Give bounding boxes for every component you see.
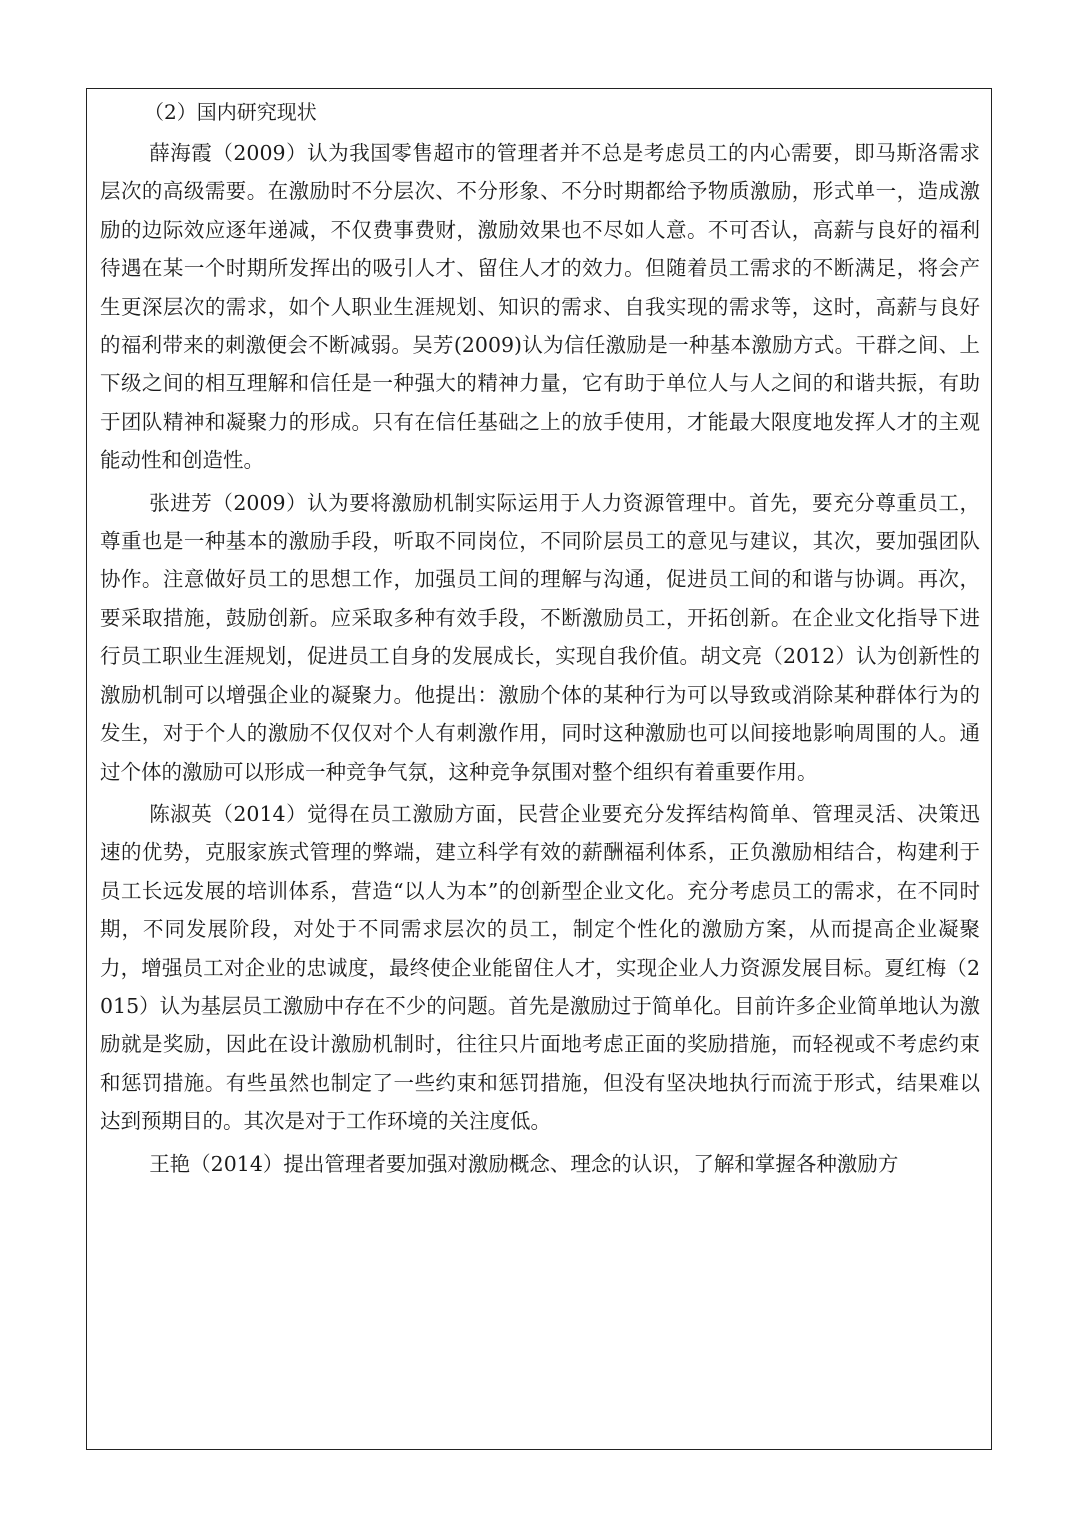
paragraph-zhang-jinfang: 张进芳（2009）认为要将激励机制实际运用于人力资源管理中。首先，要充分尊重员工，尊重也是一种基本的激励手段，听取不同岗位，不同阶层员工的意见与建议，其次，要加强团队协作。注意做好员工的思想工作，加强员工间的理解与沟通，促进员工间的和谐与协调。再次，要采取措施，鼓励创新。应采取多种有效手段，不断激励员工，开拓创新。在企业文化指导下进行员工职业生涯规划，促进员工自身的发展成长，实现自我价值。胡文亮（2012）认为创新性的激励机制可以增强企业的凝聚力。他提出：激励个体的某种行为可以导致或消除某种群体行为的发生，对于个人的激励不仅仅对个人有刺激作用，同时这种激励也可以间接地影响周围的人。通过个体的激励可以形成一种竞争气氛，这种竞争氛围对整个组织有着重要作用。 — [100, 490, 980, 784]
section-heading: （2）国内研究现状 — [144, 100, 317, 124]
document-frame — [86, 88, 992, 1450]
paragraph-xue-haixia: 薛海霞（2009）认为我国零售超市的管理者并不总是考虑员工的内心需要，即马斯洛需求层次的高级需要。在激励时不分层次、不分形象、不分时期都给予物质激励，形式单一，造成激励的边际效应逐年递减，不仅费事费财，激励效果也不尽如人意。不可否认，高薪与良好的福利待遇在某一个时期所发挥出的吸引人才、留住人才的效力。但随着员工需求的不断满足，将会产生更深层次的需求，如个人职业生涯规划、知识的需求、自我实现的需求等，这时，高薪与良好的福利带来的刺激便会不断减弱。吴芳(2009)认为信任激励是一种基本激励方式。干群之间、上下级之间的相互理解和信任是一种强大的精神力量，它有助于单位人与人之间的和谐共振，有助于团队精神和凝聚力的形成。只有在信任基础之上的放手使用，才能最大限度地发挥人才的主观能动性和创造性。 — [100, 141, 980, 473]
paragraph-wang-yan: 王艳（2014）提出管理者要加强对激励概念、理念的认识，了解和掌握各种激励方 — [149, 1151, 899, 1176]
document-body — [100, 93, 980, 1183]
paragraph-chen-shuying: 陈淑英（2014）觉得在员工激励方面，民营企业要充分发挥结构简单、管理灵活、决策迅速的优势，克服家族式管理的弊端，建立科学有效的薪酬福利体系，正负激励相结合，构建利于员工长远发展的培训体系，营造“以人为本”的创新型企业文化。充分考虑员工的需求，在不同时期，不同发展阶段，对处于不同需求层次的员工，制定个性化的激励方案，从而提高企业凝聚力，增强员工对企业的忠诚度，最终使企业能留住人才，实现企业人力资源发展目标。夏红梅（2015）认为基层员工激励中存在不少的问题。首先是激励过于简单化。目前许多企业简单地认为激励就是奖励，因此在设计激励机制时，往往只片面地考虑正面的奖励措施，而轻视或不考虑约束和惩罚措施。有些虽然也制定了一些约束和惩罚措施，但没有坚决地执行而流于形式，结果难以达到预期目的。其次是对于工作环境的关注度低。 — [100, 801, 980, 1134]
